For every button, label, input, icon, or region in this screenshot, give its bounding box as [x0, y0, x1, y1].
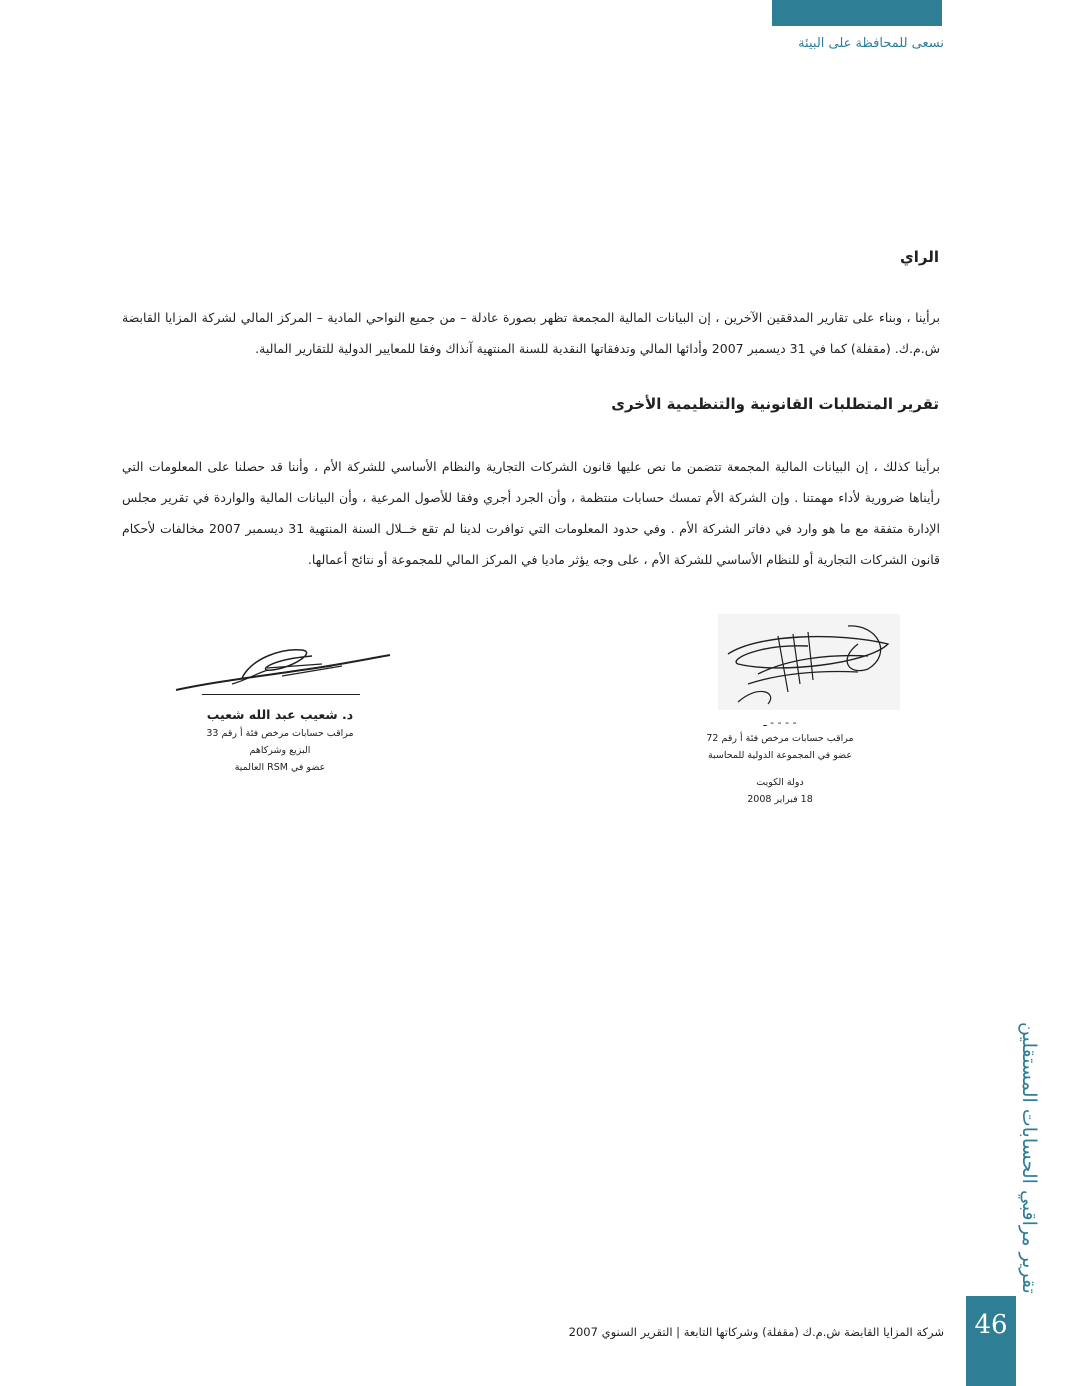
regulatory-paragraph: برأينا كذلك ، إن البيانات المالية المجمعة تتضمن ما نص عليها قانون الشركات التجارية والنظام الأساسي للشركة الأم ، وأننا قد حصلنا على المعلومات التي رأيناها ضرورية لأداء مهمتنا . وإن الشركة الأم تمسك حسابات منتظمة ، وأن الجرد أجري وفقا للأصول المرعية ، وأن البيانات المالية والواردة في تقرير مجلس الإدارة متفقة مع ما هو وارد في دفاتر الشركة الأم . وفي حدود المعلومات التي توافرت لدينا لم تقع خــلال السنة المنتهية 31 ديسمبر 2007 مخالفات لأحكام قانون الشركات التجارية أو للنظام الأساسي للشركة الأم ، على وجه يؤثر ماديا في المركز المالي للمجموعة أو نتائج أعمالها.	[122, 459, 940, 567]
footer-text: شركة المزايا القابضة ش.م.ك (مقفلة) وشركاتها التابعة | التقرير السنوي 2007	[568, 1325, 944, 1339]
signatory-right-date: 18 فبراير 2008	[747, 794, 813, 805]
header-tagline: نسعى للمحافظة على البيئة	[798, 36, 944, 51]
side-vertical-title: تقرير مراقبي الحسابات المستقلين	[1018, 1022, 1040, 1294]
opinion-heading: الراي	[900, 248, 939, 266]
signature-line	[202, 694, 360, 695]
page-number: 46	[966, 1296, 1016, 1386]
signatory-right-block	[700, 716, 860, 808]
signatory-right-name: - - - - ـ	[763, 716, 797, 729]
signatory-left-membership: عضو في RSM العالمية	[234, 762, 326, 773]
signatory-left-license: مراقب حسابات مرخص فئة أ رقم 33	[206, 728, 354, 739]
signature-right-image	[718, 614, 900, 710]
regulatory-heading: تقرير المتطلبات القانونية والتنظيمية الأخرى	[611, 395, 939, 413]
signature-left-image	[172, 640, 397, 698]
signatory-left-firm: البزيع وشركاهم	[249, 745, 311, 756]
header-color-band	[772, 0, 942, 26]
signatory-right-place: دولة الكويت	[756, 777, 804, 788]
signatory-left-name: د. شعيب عبد الله شعيب	[206, 707, 354, 722]
signatory-right-membership: عضو في المجموعة الدولية للمحاسبة	[707, 750, 853, 761]
signatory-left-block	[200, 705, 360, 776]
signatory-right-license: مراقب حسابات مرخص فئة أ رقم 72	[706, 733, 854, 744]
opinion-paragraph: برأينا ، وبناء على تقارير المدققين الآخرين ، إن البيانات المالية المجمعة تظهر بصورة عادلة – من جميع النواحي المادية – المركز المالي لشركة المزايا القابضة ش.م.ك. (مقفلة) كما في 31 ديسمبر 2007 وأدائها المالي وتدفقاتها النقدية للسنة المنتهية آنذاك وفقا للمعايير الدولية للتقارير المالية.	[122, 310, 940, 356]
